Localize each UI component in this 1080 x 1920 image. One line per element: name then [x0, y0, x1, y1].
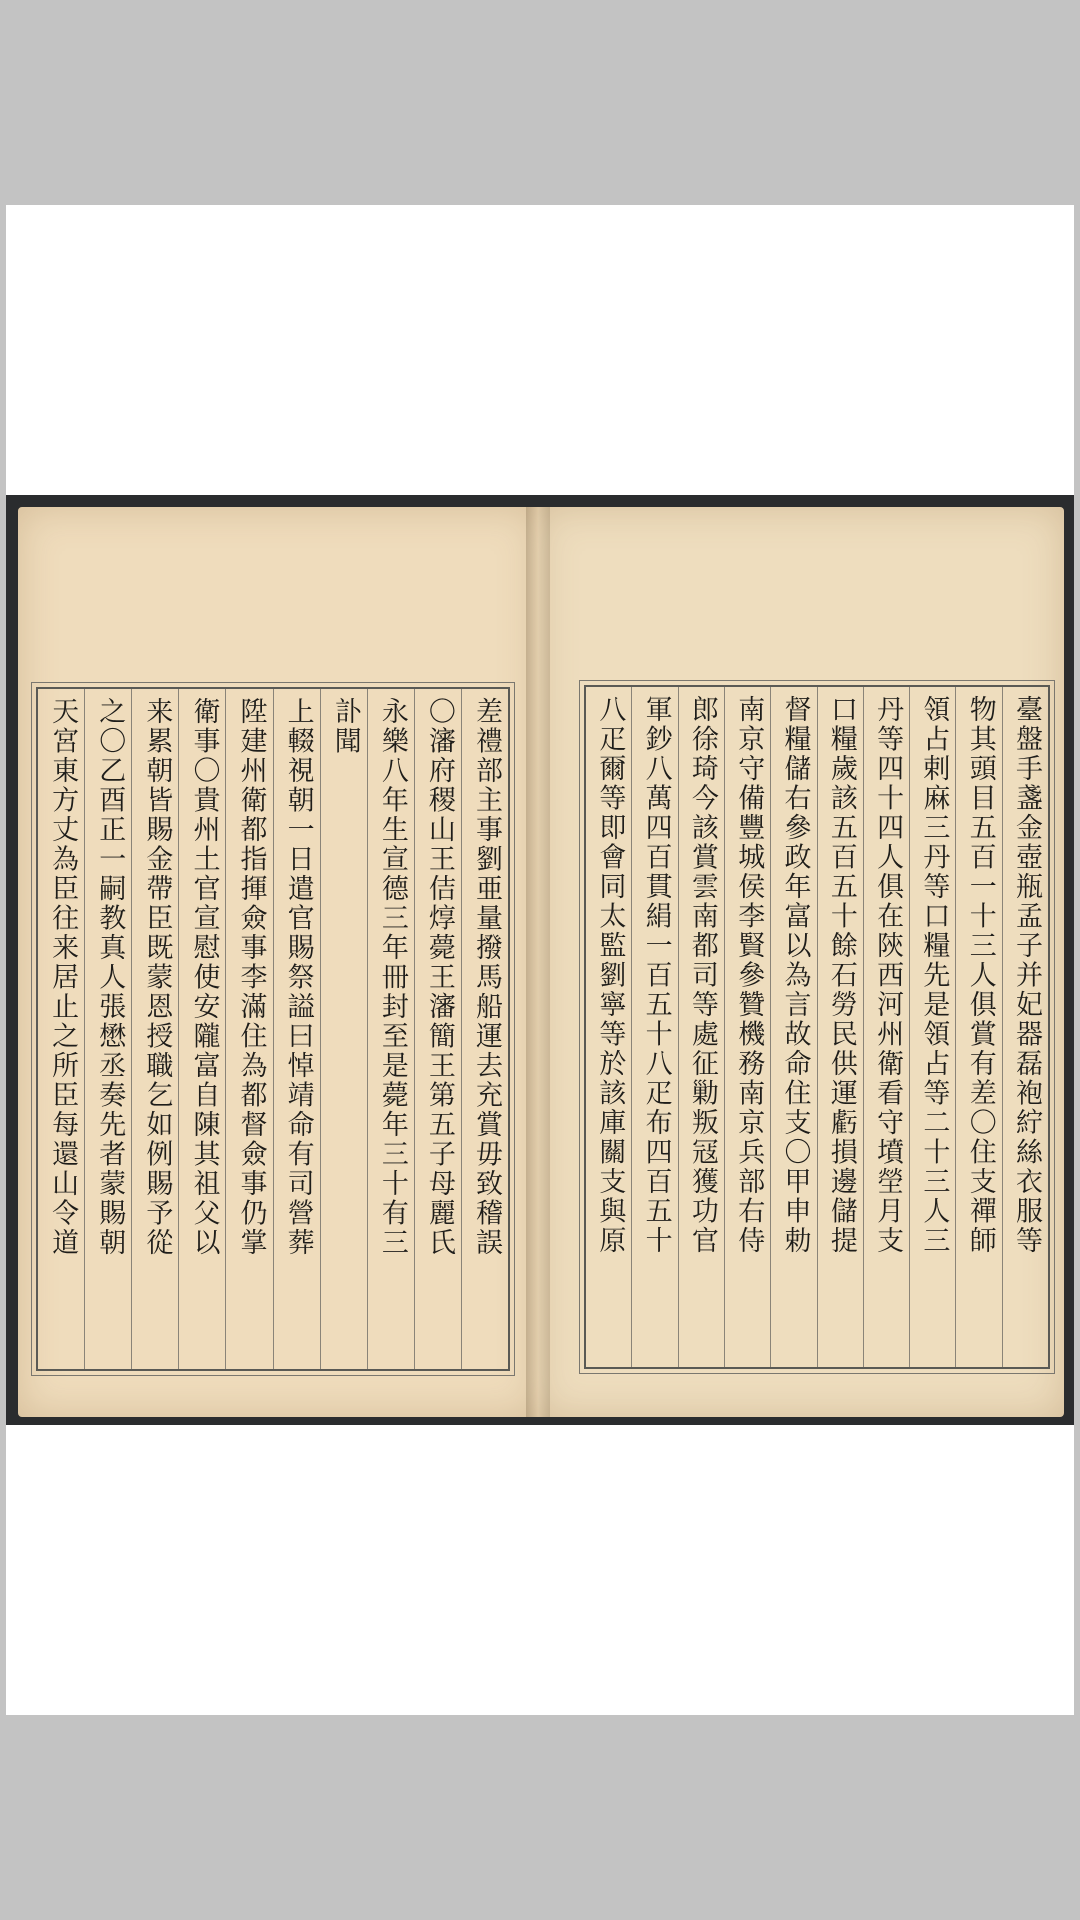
left-column-3: 永樂八年生宣德三年冊封至是薨年三十有三 — [367, 689, 414, 1369]
right-column-5: 口糧歲該五百五十餘石勞民供運虧損邊儲提 — [817, 687, 863, 1367]
left-column-1: 差禮部主事劉亜量撥馬船運去充賞毋致稽誤 — [461, 689, 508, 1369]
left-column-9: 之〇乙酉正一嗣教真人張懋丞奏先者蒙賜朝 — [84, 689, 131, 1369]
viewer-panel — [6, 205, 1074, 1715]
left-page — [18, 507, 538, 1417]
right-text-columns — [586, 687, 1048, 1367]
book-gutter — [526, 507, 550, 1417]
right-text-frame — [584, 685, 1050, 1369]
right-column-9: 軍鈔八萬四百貫絹一百五十八疋布四百五十 — [631, 687, 677, 1367]
right-column-6: 督糧儲右參政年富以為言故命住支〇甲申勅 — [770, 687, 816, 1367]
right-column-3: 領占剌麻三丹等口糧先是領占等二十三人三 — [909, 687, 955, 1367]
left-column-2: 〇瀋府稷山王佶焞薨王瀋簡王第五子母麗氏 — [414, 689, 461, 1369]
right-page — [538, 507, 1064, 1417]
left-column-7: 衛事〇貴州土官宣慰使安隴富自陳其祖父以 — [178, 689, 225, 1369]
right-column-8: 郎徐琦今該賞雲南都司等處征勦叛冦獲功官 — [678, 687, 724, 1367]
left-column-5: 上輟視朝一日遣官賜祭謚曰悼靖命有司營葬 — [273, 689, 320, 1369]
left-column-8: 来累朝皆賜金帶臣既蒙恩授職乞如例賜予從 — [131, 689, 178, 1369]
left-text-frame — [36, 687, 510, 1371]
left-column-10: 天宮東方丈為臣往来居止之所臣每還山令道 — [47, 697, 79, 1258]
right-column-10: 八疋爾等即會同太監劉寧等於該庫關支與原 — [594, 695, 626, 1256]
left-column-6: 陞建州衛都指揮僉事李滿住為都督僉事仍掌 — [225, 689, 272, 1369]
right-column-2: 物其頭目五百一十三人俱賞有差〇住支禪師 — [955, 687, 1001, 1367]
right-column-1: 臺盤手盞金壺瓶孟子并妃器磊袍紵絲衣服等 — [1002, 687, 1048, 1367]
left-column-4: 訃聞 — [320, 689, 367, 1369]
left-text-columns — [38, 689, 508, 1369]
book-scan-image — [6, 495, 1074, 1425]
right-column-7: 南京守備豐城侯李賢參贊機務南京兵部右侍 — [724, 687, 770, 1367]
right-column-4: 丹等四十四人俱在陝西河州衛看守墳塋月支 — [863, 687, 909, 1367]
